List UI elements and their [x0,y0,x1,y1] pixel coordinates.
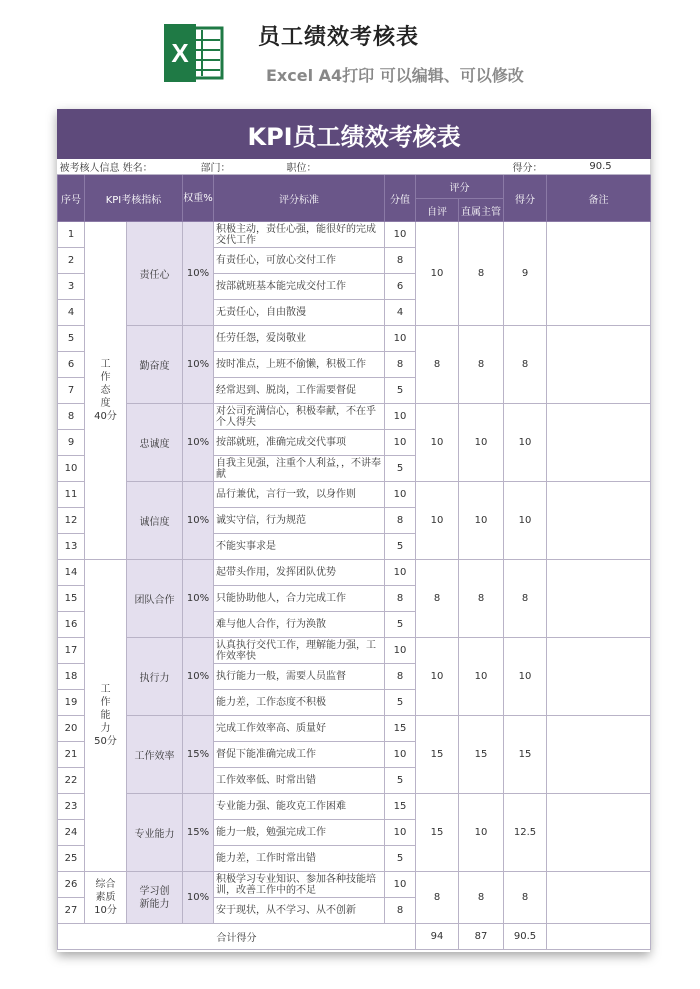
indicator-weight: 10% [183,222,214,326]
indicator-name-line: 新能力 [139,898,170,910]
points-cell: 8 [385,898,416,924]
indicator-score: 10 [504,482,547,560]
total-label: 合计得分 [58,924,416,950]
document-header [0,0,700,100]
table-row [58,716,651,742]
points-cell: 10 [385,482,416,508]
indicator-name [127,872,183,924]
category-text: 工 [100,684,111,695]
standard-cell: 对公司充满信心，积极奉献，不在乎个人得失 [214,404,385,430]
points-cell: 5 [385,534,416,560]
row-number: 26 [58,872,85,898]
standard-cell: 经常迟到、脱岗，工作需要督促 [214,378,385,404]
self-rating: 10 [416,404,459,482]
indicator-name: 勤奋度 [127,326,183,404]
category-text: 10分 [94,905,117,916]
points-cell: 8 [385,352,416,378]
points-cell: 5 [385,768,416,794]
col-kpi: KPI考核指标 [85,175,183,222]
row-number: 22 [58,768,85,794]
category-cell [85,222,127,560]
remark-cell [547,482,651,560]
remark-cell [547,716,651,794]
col-seq: 序号 [58,175,85,222]
self-rating: 8 [416,872,459,924]
self-rating: 8 [416,326,459,404]
col-supervisor: 直属主管 [459,199,504,222]
category-text: 40分 [94,411,117,422]
indicator-weight: 10% [183,560,214,638]
indicator-name: 工作效率 [127,716,183,794]
standard-cell: 按部就班，准确完成交代事项 [214,430,385,456]
row-number: 6 [58,352,85,378]
total-supervisor: 87 [459,924,504,950]
row-number: 5 [58,326,85,352]
category-text: 综合 [95,879,116,890]
points-cell: 10 [385,222,416,248]
row-number: 9 [58,430,85,456]
points-cell: 10 [385,872,416,898]
standard-cell: 安于现状，从不学习、从不创新 [214,898,385,924]
row-number: 17 [58,638,85,664]
points-cell: 15 [385,794,416,820]
row-number: 15 [58,586,85,612]
remark-cell [547,794,651,872]
category-text: 素质 [95,892,116,903]
indicator-weight: 10% [183,872,214,924]
indicator-name-line: 学习创 [139,885,170,897]
excel-icon-letter: X [171,38,189,68]
row-number: 27 [58,898,85,924]
points-cell: 10 [385,560,416,586]
row-number: 25 [58,846,85,872]
row-number: 13 [58,534,85,560]
indicator-score: 10 [504,404,547,482]
indicator-score: 12.5 [504,794,547,872]
row-number: 10 [58,456,85,482]
points-cell: 10 [385,326,416,352]
points-cell: 4 [385,300,416,326]
supervisor-rating: 10 [459,482,504,560]
score-label: 得分： [459,159,547,175]
document-subtitle: Excel A4打印 可以编辑、可以修改 [266,66,524,85]
position-label: 职位： [286,163,317,174]
category-text: 能 [100,710,111,721]
indicator-score: 9 [504,222,547,326]
category-text: 度 [100,398,111,409]
row-number: 23 [58,794,85,820]
category-cell [85,560,127,872]
spreadsheet-page [57,109,650,952]
info-label: 被考核人信息 [59,163,120,174]
row-number: 24 [58,820,85,846]
supervisor-rating: 10 [459,404,504,482]
indicator-score: 8 [504,326,547,404]
total-remark [547,924,651,950]
points-cell: 10 [385,820,416,846]
kpi-table [57,109,651,950]
banner-title: KPI员工绩效考核表 [58,110,651,159]
row-number: 8 [58,404,85,430]
points-cell: 10 [385,430,416,456]
standard-cell: 无责任心，自由散漫 [214,300,385,326]
standard-cell: 按部就班基本能完成交付工作 [214,274,385,300]
standard-cell: 不能实事求是 [214,534,385,560]
indicator-weight: 15% [183,794,214,872]
remark-cell [547,404,651,482]
row-number: 20 [58,716,85,742]
col-rating: 评分 [416,175,504,199]
excel-icon [162,22,226,84]
dept-label: 部门： [200,163,231,174]
indicator-score: 8 [504,872,547,924]
points-cell: 5 [385,378,416,404]
standard-cell: 品行兼优，言行一致，以身作则 [214,482,385,508]
self-rating: 8 [416,560,459,638]
total-score: 90.5 [504,924,547,950]
row-number: 11 [58,482,85,508]
indicator-name: 责任心 [127,222,183,326]
supervisor-rating: 8 [459,222,504,326]
points-cell: 8 [385,586,416,612]
indicator-name: 诚信度 [127,482,183,560]
supervisor-rating: 8 [459,326,504,404]
points-cell: 5 [385,690,416,716]
supervisor-rating: 15 [459,716,504,794]
total-self: 94 [416,924,459,950]
indicator-name: 专业能力 [127,794,183,872]
score-value: 90.5 [547,159,651,175]
standard-cell: 任劳任怨，爱岗敬业 [214,326,385,352]
col-points: 分值 [385,175,416,222]
standard-cell: 积极学习专业知识、参加各种技能培训，改善工作中的不足 [214,872,385,898]
category-text: 力 [100,723,111,734]
table-row [58,326,651,352]
info-row [58,159,651,175]
standard-cell: 能力差，工作时常出错 [214,846,385,872]
col-score: 得分 [504,175,547,222]
table-row [58,794,651,820]
category-text: 作 [100,372,111,383]
standard-cell: 执行能力一般，需要人员监督 [214,664,385,690]
points-cell: 5 [385,612,416,638]
table-row [58,482,651,508]
row-number: 12 [58,508,85,534]
category-cell [85,872,127,924]
row-number: 21 [58,742,85,768]
self-rating: 15 [416,794,459,872]
standard-cell: 自我主见强，注重个人利益，，不讲奉献 [214,456,385,482]
indicator-score: 15 [504,716,547,794]
supervisor-rating: 8 [459,872,504,924]
category-text: 作 [100,697,111,708]
supervisor-rating: 8 [459,560,504,638]
indicator-weight: 10% [183,326,214,404]
indicator-score: 10 [504,638,547,716]
category-text: 工 [100,359,111,370]
standard-cell: 诚实守信，行为规范 [214,508,385,534]
row-number: 14 [58,560,85,586]
points-cell: 8 [385,248,416,274]
self-rating: 10 [416,638,459,716]
row-number: 19 [58,690,85,716]
standard-cell: 完成工作效率高、质量好 [214,716,385,742]
table-row [58,404,651,430]
table-row [58,638,651,664]
col-remark: 备注 [547,175,651,222]
document-title: 员工绩效考核表 [258,25,420,50]
standard-cell: 督促下能准确完成工作 [214,742,385,768]
row-number: 16 [58,612,85,638]
points-cell: 8 [385,664,416,690]
standard-cell: 工作效率低、时常出错 [214,768,385,794]
row-number: 2 [58,248,85,274]
points-cell: 5 [385,846,416,872]
indicator-weight: 10% [183,638,214,716]
total-row [58,924,651,950]
indicator-name: 团队合作 [127,560,183,638]
self-rating: 10 [416,222,459,326]
remark-cell [547,222,651,326]
standard-cell: 能力一般，勉强完成工作 [214,820,385,846]
standard-cell: 有责任心，可放心交付工作 [214,248,385,274]
row-number: 3 [58,274,85,300]
table-row [58,222,651,248]
indicator-weight: 15% [183,716,214,794]
col-standard: 评分标准 [214,175,385,222]
standard-cell: 只能协助他人，合力完成工作 [214,586,385,612]
remark-cell [547,638,651,716]
indicator-weight: 10% [183,482,214,560]
self-rating: 10 [416,482,459,560]
points-cell: 10 [385,742,416,768]
category-text: 态 [100,385,111,396]
table-row [58,872,651,898]
standard-cell: 起带头作用，发挥团队优势 [214,560,385,586]
col-self: 自评 [416,199,459,222]
table-row [58,560,651,586]
points-cell: 10 [385,404,416,430]
standard-cell: 能力差，工作态度不积极 [214,690,385,716]
col-weight: 权重% [183,175,214,222]
category-text: 50分 [94,736,117,747]
points-cell: 10 [385,638,416,664]
standard-cell: 认真执行交代工作，理解能力强，工作效率快 [214,638,385,664]
points-cell: 6 [385,274,416,300]
supervisor-rating: 10 [459,794,504,872]
row-number: 18 [58,664,85,690]
row-number: 4 [58,300,85,326]
indicator-name: 执行力 [127,638,183,716]
remark-cell [547,326,651,404]
remark-cell [547,872,651,924]
name-label: 姓名： [122,163,153,174]
points-cell: 15 [385,716,416,742]
indicator-name: 忠诚度 [127,404,183,482]
standard-cell: 难与他人合作，行为涣散 [214,612,385,638]
standard-cell: 按时准点，上班不偷懒，积极工作 [214,352,385,378]
points-cell: 5 [385,456,416,482]
indicator-score: 8 [504,560,547,638]
points-cell: 8 [385,508,416,534]
self-rating: 15 [416,716,459,794]
indicator-weight: 10% [183,404,214,482]
standard-cell: 积极主动，责任心强，能很好的完成交代工作 [214,222,385,248]
remark-cell [547,560,651,638]
row-number: 1 [58,222,85,248]
row-number: 7 [58,378,85,404]
standard-cell: 专业能力强、能攻克工作困难 [214,794,385,820]
supervisor-rating: 10 [459,638,504,716]
